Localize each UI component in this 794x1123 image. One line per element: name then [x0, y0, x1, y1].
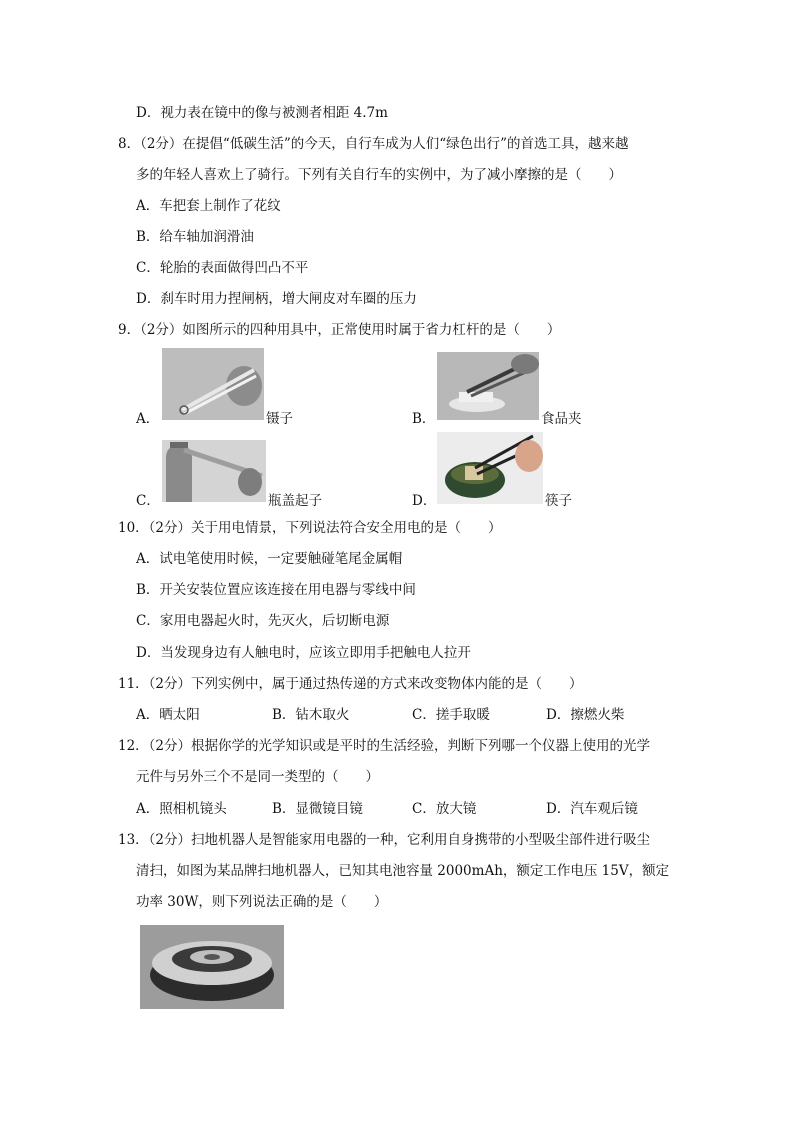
q11-stem: 11．（2分）下列实例中，属于通过热传递的方式来改变物体内能的是（ ） — [118, 676, 583, 692]
q12-stem-line2: 元件与另外三个不是同一类型的（ ） — [136, 769, 379, 785]
q13-stem-line3: 功率 30W，则下列说法正确的是（ ） — [136, 894, 388, 910]
q10-option-c: C．家用电器起火时，先灭火，后切断电源 — [136, 613, 390, 629]
q9-option-a-label: 镊子 — [266, 411, 293, 427]
q9-stem: 9．（2分）如图所示的四种用具中，正常使用时属于省力杠杆的是（ ） — [118, 322, 561, 338]
q13-stem-line1: 13．（2分）扫地机器人是智能家用电器的一种，它利用自身携带的小型吸尘部件进行吸尘 — [118, 832, 651, 848]
q9-tweezers-image — [162, 348, 264, 420]
q11-option-b: B．钻木取火 — [272, 707, 350, 723]
q9-option-b-letter: B． — [412, 411, 436, 427]
q10-option-d: D．当发现身边有人触电时，应该立即用手把触电人拉开 — [136, 645, 471, 661]
q12-option-c: C．放大镜 — [412, 801, 477, 817]
q8-option-b: B．给车轴加润滑油 — [136, 229, 254, 245]
q9-option-d-letter: D． — [412, 493, 437, 509]
q9-option-c-label: 瓶盖起子 — [268, 493, 322, 509]
q8-stem-line1: 8．（2分）在提倡“低碳生活”的今天，自行车成为人们“绿色出行”的首选工具，越来越 — [118, 136, 629, 152]
q11-option-a: A．晒太阳 — [136, 707, 200, 723]
q11-option-c: C．搓手取暖 — [412, 707, 490, 723]
q12-option-a: A．照相机镜头 — [136, 801, 227, 817]
q10-option-a: A．试电笔使用时候，一定要触碰笔尾金属帽 — [136, 551, 403, 567]
q13-stem-line2: 清扫，如图为某品牌扫地机器人，已知其电池容量 2000mAh，额定工作电压 15V，额定 — [136, 863, 670, 879]
q9-option-c-letter: C． — [136, 493, 160, 509]
q13-robot-vacuum-image — [140, 925, 284, 1009]
q10-option-b: B．开关安装位置应该连接在用电器与零线中间 — [136, 582, 416, 598]
q12-option-d: D．汽车观后镜 — [546, 801, 638, 817]
q9-bottle-opener-image — [162, 440, 266, 502]
q9-chopsticks-image — [437, 432, 543, 504]
q8-stem-line2: 多的年轻人喜欢上了骑行。下列有关自行车的实例中，为了减小摩擦的是（ ） — [136, 167, 622, 183]
q8-option-d: D．刹车时用力捏闸柄，增大闸皮对车圈的压力 — [136, 291, 417, 307]
q9-option-d-label: 筷子 — [545, 493, 572, 509]
q8-option-c: C．轮胎的表面做得凹凸不平 — [136, 260, 309, 276]
q9-food-tongs-image — [437, 352, 539, 420]
q8-option-a: A．车把套上制作了花纹 — [136, 198, 281, 214]
q9-option-b-label: 食品夹 — [541, 411, 582, 427]
q12-stem-line1: 12．（2分）根据你学的光学知识或是平时的生活经验，判断下列哪一个仪器上使用的光学 — [118, 738, 651, 754]
q11-option-d: D．擦燃火柴 — [546, 707, 625, 723]
q10-stem: 10．（2分）关于用电情景，下列说法符合安全用电的是（ ） — [118, 520, 502, 536]
q9-option-a-letter: A． — [136, 411, 160, 427]
q12-option-b: B．显微镜目镜 — [272, 801, 363, 817]
q7-option-d: D．视力表在镜中的像与被测者相距 4.7m — [136, 105, 388, 121]
